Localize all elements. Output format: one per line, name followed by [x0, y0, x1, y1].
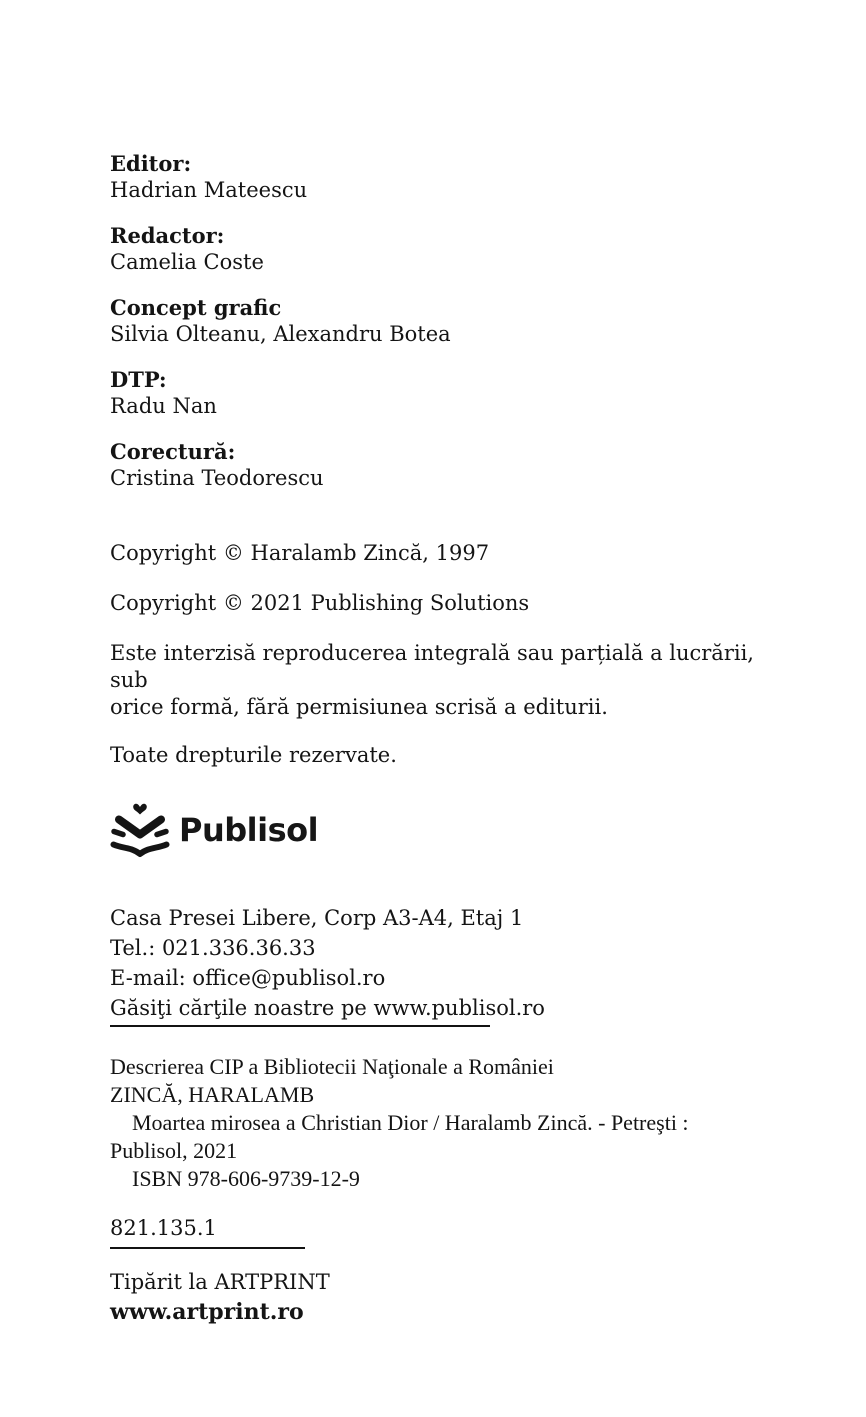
credit-person-name: Radu Nan: [110, 394, 217, 418]
credits-block: [110, 150, 790, 492]
credit-dtp: [110, 366, 790, 420]
rights-reserved-line: Toate drepturile rezervate.: [110, 743, 397, 767]
credit-role-label: Editor:: [110, 151, 192, 176]
publisher-phone: Tel.: 021.336.36.33: [110, 936, 316, 960]
copyright-block: [110, 540, 790, 769]
cip-publisher-line: Publisol, 2021: [110, 1138, 238, 1163]
credit-person-name: Hadrian Mateescu: [110, 178, 308, 202]
cip-title-line: Moartea mirosea a Christian Dior / Haralamb Zincă. - Petreşti :: [132, 1110, 689, 1135]
cip-header: Descrierea CIP a Bibliotecii Naţionale a României: [110, 1054, 554, 1079]
credit-person-name: Cristina Teodorescu: [110, 466, 324, 490]
reproduction-notice: [110, 640, 790, 721]
publisher-logo: [110, 799, 790, 861]
cip-block: [110, 1053, 790, 1193]
printer-block: [110, 1267, 790, 1327]
credit-concept-grafic: [110, 294, 790, 348]
notice-line-1: Este interzisă reproducerea integrală sau parțială a lucrării, sub: [110, 641, 754, 692]
credit-person-name: Silvia Olteanu, Alexandru Botea: [110, 322, 451, 346]
page-content: [110, 150, 790, 1327]
credit-role-label: Corectură:: [110, 439, 236, 464]
publisher-website-line: Găsiţi cărţile noastre pe www.publisol.ro: [110, 996, 545, 1020]
copyright-publisher-line: Copyright © 2021 Publishing Solutions: [110, 591, 530, 615]
publisher-email: E-mail: office@publisol.ro: [110, 966, 386, 990]
credit-role-label: Redactor:: [110, 223, 225, 248]
credit-corectura: [110, 438, 790, 492]
cip-author: ZINCĂ, HARALAMB: [110, 1082, 315, 1107]
credit-editor: [110, 150, 790, 204]
credit-role-label: DTP:: [110, 367, 167, 392]
credit-redactor: [110, 222, 790, 276]
printer-website: www.artprint.ro: [110, 1299, 304, 1325]
publisol-wordmark: Publisol: [179, 811, 319, 849]
publisher-address: Casa Presei Libere, Corp A3-A4, Etaj 1: [110, 906, 524, 930]
copyright-author-line: Copyright © Haralamb Zincă, 1997: [110, 541, 490, 565]
udc-classification-number: 821.135.1: [110, 1216, 217, 1240]
cip-isbn: ISBN 978-606-9739-12-9: [132, 1166, 360, 1191]
printed-at-line: Tipărit la ARTPRINT: [110, 1270, 330, 1294]
publisol-logo-icon: [110, 800, 170, 860]
divider-rule-short: [110, 1247, 305, 1249]
credit-role-label: Concept grafic: [110, 295, 282, 320]
publisher-contact-block: [110, 903, 790, 1023]
credit-person-name: Camelia Coste: [110, 250, 264, 274]
divider-rule-long: [110, 1025, 490, 1027]
notice-line-2: orice formă, fără permisiunea scrisă a editurii.: [110, 695, 608, 719]
